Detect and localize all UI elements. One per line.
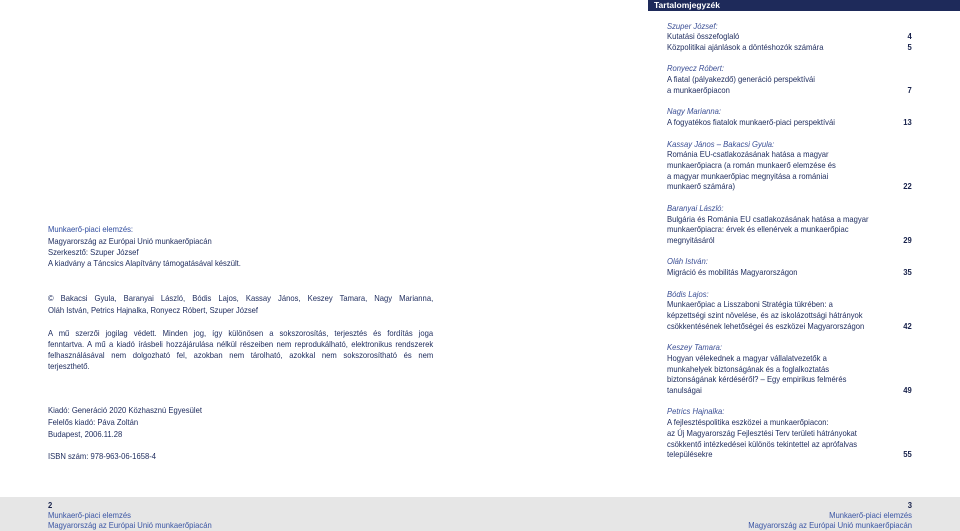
toc-entry xyxy=(667,267,912,278)
series-title: Munkaerő-piaci elemzés: xyxy=(48,224,134,235)
toc-page-number: 13 xyxy=(903,117,912,128)
toc-entry-title: Románia EU-csatlakozásának hatása a magyar xyxy=(667,149,829,160)
toc-heading: Tartalomjegyzék xyxy=(654,0,720,10)
toc-group xyxy=(667,406,912,460)
toc-entry-title: biztonságának kérdéséről? – Egy empirikus felmérés xyxy=(667,374,847,385)
toc-entry-title: megnyitásáról xyxy=(667,234,715,245)
rights-statement xyxy=(48,328,433,372)
toc-group xyxy=(667,106,912,127)
toc-page-number: 29 xyxy=(903,234,912,245)
page-number-right: 3 xyxy=(907,500,912,510)
toc-page-number: 55 xyxy=(903,449,912,460)
toc-entry xyxy=(667,353,912,396)
toc-entry-line xyxy=(667,385,912,396)
toc-page-number: 22 xyxy=(903,181,912,192)
toc-entry xyxy=(667,214,912,246)
toc-group xyxy=(667,289,912,332)
toc-entry-title: munkaerőpiacra: érvek és ellenérvek a munkaerőpiac xyxy=(667,224,849,235)
toc-entry-line xyxy=(667,42,912,53)
toc-author: Szuper József: xyxy=(667,20,718,31)
publisher: Kiadó: Generáció 2020 Közhasznú Egyesület xyxy=(48,405,202,415)
running-title: Magyarország az Európai Unió munkaerőpiacán xyxy=(748,520,912,530)
rights-line: felhasználásával nem dolgozható fel, azokban nem tárolható, azokkal nem sokszorosítható és nem xyxy=(48,349,434,360)
toc-author: Nagy Marianna: xyxy=(667,106,722,117)
toc-entry xyxy=(667,117,912,128)
toc-group xyxy=(667,21,912,53)
toc-entry-line xyxy=(667,181,912,192)
place-date: Budapest, 2006.11.28 xyxy=(48,429,123,439)
toc-entry-title: Migráció és mobilitás Magyarországon xyxy=(667,267,798,278)
toc-group xyxy=(667,139,912,193)
footer-left xyxy=(48,500,318,530)
toc-entry-line xyxy=(667,31,912,42)
toc-page-number: 5 xyxy=(907,42,912,53)
toc-entry-title: településekre xyxy=(667,449,713,460)
toc-entry-title: képzettségi szint növelése, és az iskolázottsági hátrányok xyxy=(667,310,863,320)
toc-entry-title: a magyar munkaerőpiac megnyitása a romániai xyxy=(667,170,829,181)
toc-author: Keszey Tamara: xyxy=(667,342,722,353)
copyright-line: Oláh István, Petrics Hajnalka, Ronyecz Róbert, Szuper József xyxy=(48,305,259,315)
toc-author: Baranyai László: xyxy=(667,202,724,213)
toc-group xyxy=(667,203,912,246)
toc-entry-title: csökkentésének lehetőségei és eszközei Magyarországon xyxy=(667,320,865,331)
toc-entry xyxy=(667,417,912,460)
toc-entry-line xyxy=(667,85,912,96)
toc-entry-line xyxy=(667,449,912,460)
table-of-contents xyxy=(667,21,912,471)
toc-entry-title: A fejlesztéspolitika eszközei a munkaerőpiacon: xyxy=(667,417,829,428)
toc-group xyxy=(667,63,912,95)
rights-line: terjeszthető. xyxy=(48,360,90,371)
toc-entry-title: Bulgária és Románia EU csatlakozásának hatása a magyar xyxy=(667,213,869,224)
running-title-series: Munkaerő-piaci elemzés xyxy=(48,510,131,520)
toc-page-number: 4 xyxy=(907,31,912,42)
publication-info xyxy=(48,224,433,269)
toc-entry-title: Közpolitikai ajánlások a döntéshozók számára xyxy=(667,42,824,53)
toc-entry-title: tanulságai xyxy=(667,385,702,396)
toc-entry-title: munkahelyek biztonságának és a foglalkoztatás xyxy=(667,363,830,374)
toc-author: Oláh István: xyxy=(667,256,708,267)
isbn: ISBN szám: 978-963-06-1658-4 xyxy=(48,451,157,461)
copyright-notice xyxy=(48,292,433,316)
toc-entry-title: A fiatal (pályakezdő) generáció perspektívái xyxy=(667,74,815,85)
toc-page-number: 35 xyxy=(903,267,912,278)
toc-author: Bódis Lajos: xyxy=(667,288,709,299)
toc-group xyxy=(667,256,912,277)
toc-entry-title: Hogyan vélekednek a magyar vállalatvezetők a xyxy=(667,352,827,363)
toc-entry-title: munkaerőpiacra (a román munkaerő elemzése és xyxy=(667,159,836,170)
toc-entry xyxy=(667,74,912,95)
page-number-left: 2 xyxy=(48,500,53,510)
toc-entry-line xyxy=(667,321,912,332)
toc-author: Petrics Hajnalka: xyxy=(667,406,725,417)
copyright-line: © Bakacsi Gyula, Baranyai László, Bódis Lajos, Kassay János, Keszey Tamara, Nagy Marianna, xyxy=(48,293,434,303)
toc-header-band xyxy=(648,0,960,11)
isbn-block xyxy=(48,450,433,462)
toc-page-number: 49 xyxy=(903,385,912,396)
toc-entry-title: csökkentő intézkedései különös tekintettel az aprófalvas xyxy=(667,438,858,449)
toc-entry-line xyxy=(667,267,912,278)
running-title-series: Munkaerő-piaci elemzés xyxy=(829,510,912,520)
support-note: A kiadvány a Táncsics Alapítvány támogatásával készült. xyxy=(48,258,241,269)
toc-group xyxy=(667,342,912,396)
toc-entry-title: Munkaerőpiac a Lisszaboni Stratégia tükrében: a xyxy=(667,299,833,310)
editor-credit: Szerkesztő: Szuper József xyxy=(48,246,139,257)
rights-line: fenntartva. A mű a kiadó írásbeli hozzájárulása nélkül részeiben nem reprodukálható, elektronikus rendszerek xyxy=(48,338,434,349)
toc-entry-line xyxy=(667,117,912,128)
rights-line: A mű szerzői jogilag védett. Minden jog, így különösen a sokszorosítás, terjesztés és fordítás joga xyxy=(48,327,434,338)
responsible-publisher: Felelős kiadó: Páva Zoltán xyxy=(48,417,139,427)
footer-right xyxy=(642,500,912,530)
toc-page-number: 42 xyxy=(903,320,912,331)
toc-entry xyxy=(667,42,912,53)
running-title: Magyarország az Európai Unió munkaerőpiacán xyxy=(48,520,212,530)
toc-entry-title: munkaerő számára) xyxy=(667,181,736,192)
toc-author: Ronyecz Róbert: xyxy=(667,63,724,74)
toc-entry xyxy=(667,149,912,192)
toc-entry-line xyxy=(667,235,912,246)
toc-entry xyxy=(667,31,912,42)
toc-entry-title: a munkaerőpiacon xyxy=(667,84,730,95)
toc-author: Kassay János – Bakacsi Gyula: xyxy=(667,138,775,149)
toc-entry-title: Kutatási összefoglaló xyxy=(667,31,740,42)
publisher-info xyxy=(48,404,433,440)
publication-title: Magyarország az Európai Unió munkaerőpiacán xyxy=(48,235,212,246)
toc-page-number: 7 xyxy=(907,84,912,95)
toc-entry-title: az Új Magyarország Fejlesztési Terv területi hátrányokat xyxy=(667,427,857,438)
toc-entry xyxy=(667,299,912,331)
toc-entry-title: A fogyatékos fiatalok munkaerő-piaci perspektívái xyxy=(667,117,835,128)
